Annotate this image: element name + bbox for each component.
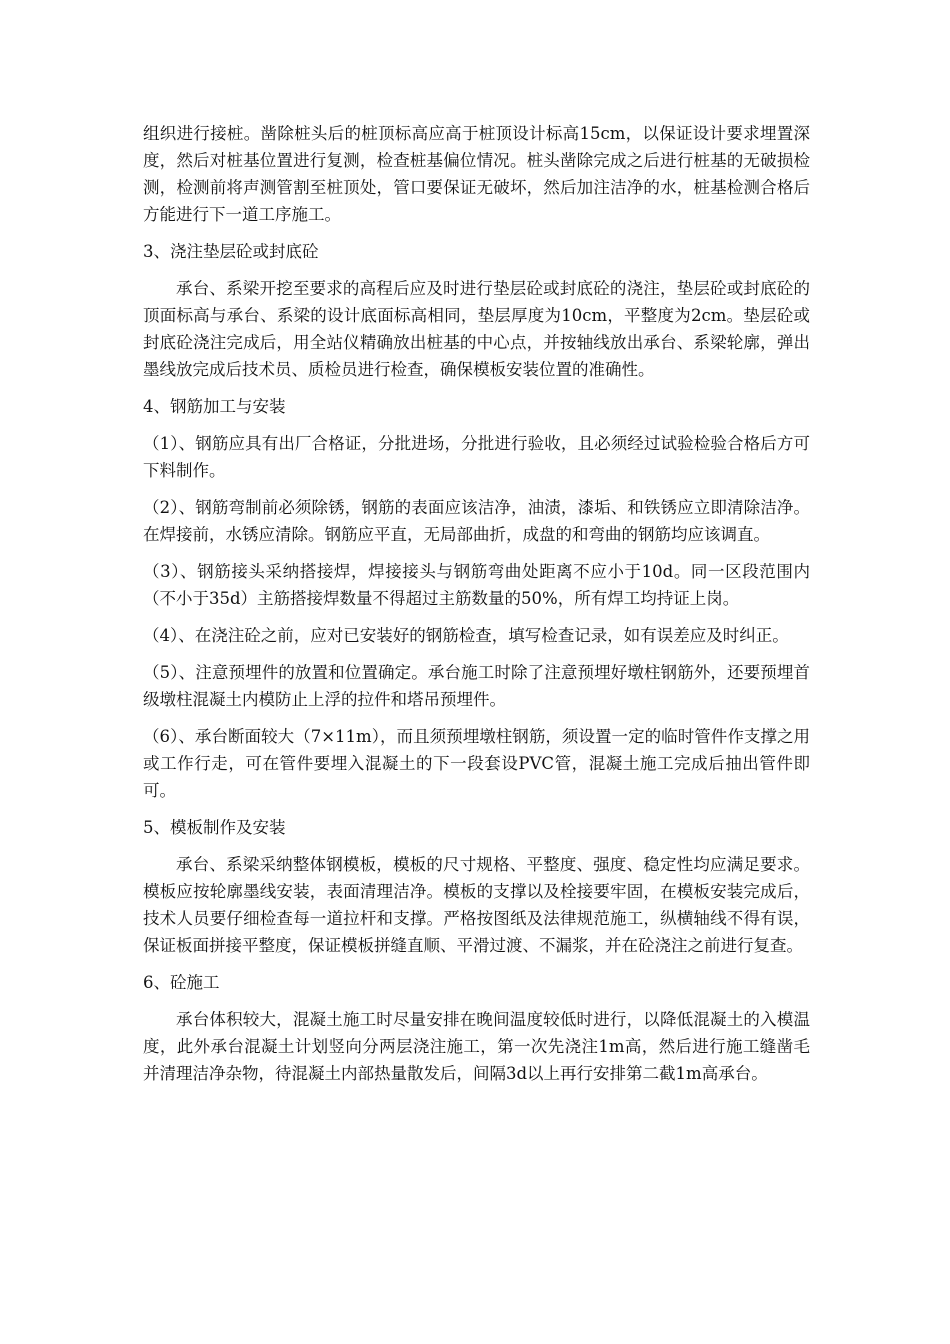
section-heading-5: 5、模板制作及安装 [143, 818, 286, 837]
paragraph-concrete-construction: 承台体积较大，混凝土施工时尽量安排在晚间温度较低时进行，以降低混凝土的入模温度，此外承台混凝土计划竖向分两层浇注施工，第一次先浇注1m高，然后进行施工缝凿毛并清理洁净杂物，待混凝土内部热量散发后，间隔3d以上再行安排第二截1m高承台。 [143, 1010, 810, 1083]
document-page [143, 120, 810, 1097]
paragraph-rebar-item-3: （3）、钢筋接头采纳搭接焊，焊接接头与钢筋弯曲处距离不应小于10d。同一区段范围内（不小于35d）主筋搭接焊数量不得超过主筋数量的50%，所有焊工均持证上岗。 [143, 562, 810, 608]
paragraph-pile-connection: 组织进行接桩。凿除桩头后的桩顶标高应高于桩顶设计标高15cm，以保证设计要求埋置深度，然后对桩基位置进行复测，检查桩基偏位情况。桩头凿除完成之后进行桩基的无破损检测，检测前将声测管割至桩顶处，管口要保证无破坏，然后加注洁净的水，桩基检测合格后方能进行下一道工序施工。 [143, 124, 810, 224]
paragraph-cushion-concrete: 承台、系梁开挖至要求的高程后应及时进行垫层砼或封底砼的浇注，垫层砼或封底砼的顶面标高与承台、系梁的设计底面标高相同，垫层厚度为10cm，平整度为2cm。垫层砼或封底砼浇注完成后，用全站仪精确放出桩基的中心点，并按轴线放出承台、系梁轮廓，弹出墨线放完成后技术员、质检员进行检查，确保模板安装位置的准确性。 [143, 279, 810, 379]
paragraph-rebar-item-6: （6）、承台断面较大（7×11m），而且须预埋墩柱钢筋，须设置一定的临时管件作支撑之用或工作行走，可在管件要埋入混凝土的下一段套设PVC管，混凝土施工完成后抽出管件即可。 [143, 727, 810, 800]
paragraph-rebar-item-1: （1）、钢筋应具有出厂合格证，分批进场，分批进行验收，且必须经过试验检验合格后方可下料制作。 [143, 434, 810, 480]
section-heading-6: 6、砼施工 [143, 973, 220, 992]
section-heading-4: 4、钢筋加工与安装 [143, 397, 286, 416]
section-heading-3: 3、浇注垫层砼或封底砼 [143, 242, 319, 261]
paragraph-rebar-item-4: （4）、在浇注砼之前，应对已安装好的钢筋检查，填写检查记录，如有误差应及时纠正。 [143, 626, 789, 645]
paragraph-formwork: 承台、系梁采纳整体钢模板，模板的尺寸规格、平整度、强度、稳定性均应满足要求。模板应按轮廓墨线安装，表面清理洁净。模板的支撑以及栓接要牢固，在模板安装完成后，技术人员要仔细检查每一道拉杆和支撑。严格按图纸及法律规范施工，纵横轴线不得有误，保证板面拼接平整度，保证模板拼缝直顺、平滑过渡、不漏浆，并在砼浇注之前进行复查。 [143, 855, 810, 955]
paragraph-rebar-item-5: （5）、注意预埋件的放置和位置确定。承台施工时除了注意预埋好墩柱钢筋外，还要预埋首级墩柱混凝土内模防止上浮的拉件和塔吊预埋件。 [143, 663, 810, 709]
paragraph-rebar-item-2: （2）、钢筋弯制前必须除锈，钢筋的表面应该洁净，油渍，漆垢、和铁锈应立即清除洁净。在焊接前，水锈应清除。钢筋应平直，无局部曲折，成盘的和弯曲的钢筋均应该调直。 [143, 498, 810, 544]
